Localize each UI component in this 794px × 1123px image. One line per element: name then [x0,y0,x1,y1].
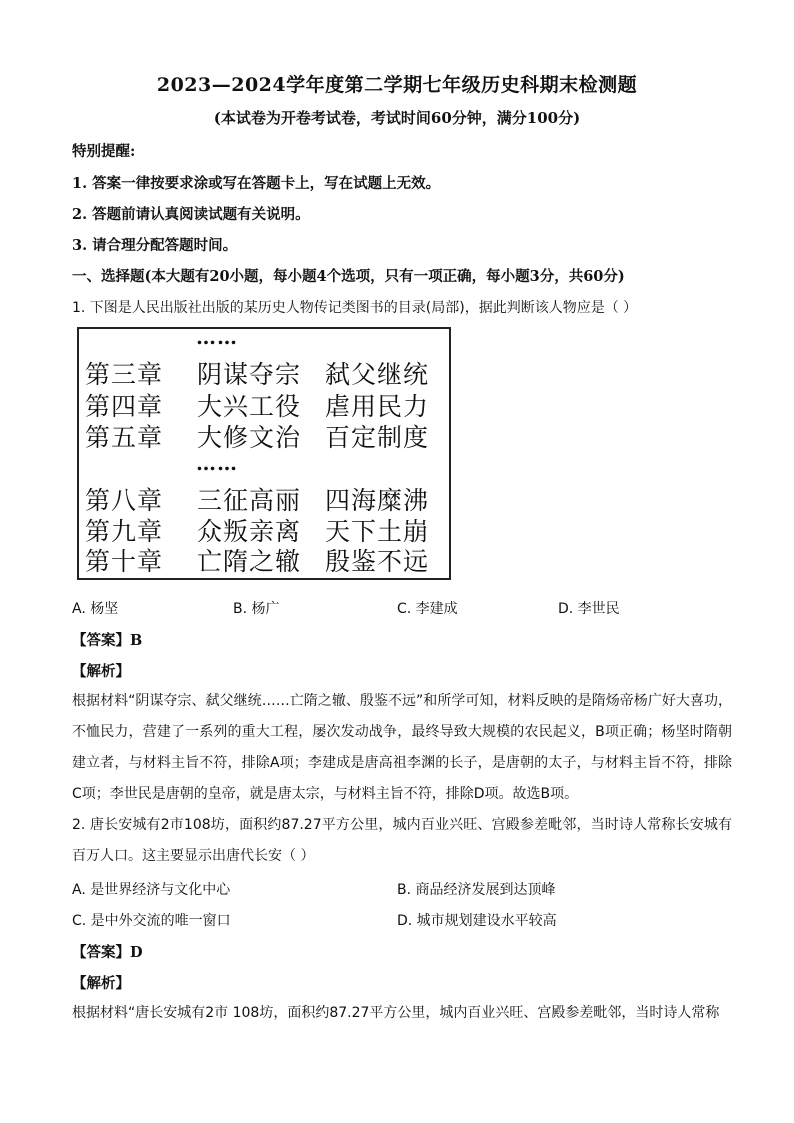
chapter-title-part: 众叛亲离 [197,517,302,546]
option-a: A. 杨坚 [72,601,119,617]
option-c: C. 李建成 [397,601,458,617]
notice-heading: 特别提醒: [72,143,136,160]
chapter-title-part: 四海糜沸 [325,486,430,515]
chapter-title-part: 天下土崩 [325,517,430,546]
chapter-title-part: 大兴工役 [197,392,302,421]
ellipsis-mark: …… [196,451,238,475]
chapter-title-part: 百定制度 [325,423,430,452]
notice-item: 1. 答案一律按要求涂或写在答题卡上，写在试题上无效。 [72,175,441,192]
chapter-title-part: 三征高丽 [197,486,302,515]
chapter-number: 第九章 [85,517,164,546]
chapter-title-part: 弑父继统 [325,360,430,389]
chapter-row [85,355,429,391]
notice-item: 3. 请合理分配答题时间。 [72,237,238,254]
chapter-title-part: 虐用民力 [325,392,430,421]
notice-item: 2. 答题前请认真阅读试题有关说明。 [72,206,310,223]
ellipsis-mark: …… [196,325,238,349]
page-subtitle: (本试卷为开卷考试卷，考试时间60分钟，满分100分) [213,109,581,127]
option-d: D. 城市规划建设水平较高 [397,913,557,929]
chapter-title-part: 阴谋夺宗 [197,360,302,389]
option-b: B. 杨广 [233,601,280,617]
chapter-number: 第四章 [85,392,164,421]
analysis-text: 根据材料“唐长安城有2市 108坊，面积约87.27平方公里，城内百业兴旺、宫殿参差毗邻，当时诗人常称 [72,1005,720,1021]
option-b: B. 商品经济发展到达顶峰 [397,882,556,898]
chapter-row [85,418,429,454]
chapter-row [85,542,429,578]
book-contents-figure [77,327,451,580]
chapter-title-part: 亡隋之辙 [197,547,302,576]
chapter-number: 第三章 [85,360,164,389]
answer-label: 【答案】B [72,632,143,649]
analysis-text: 根据材料“阴谋夺宗、弑父继统……亡隋之辙、殷鉴不远”和所学可知，材料反映的是隋炀帝杨广好大喜功，不恤民力，营建了一系列的重大工程，屡次发动战争，最终导致大规模的农民起义，B项正确；杨坚时隋朝建立者，与材料主旨不符，排除A项；李建成是唐高祖李渊的长子，是唐朝的太子，与材料主旨不符，排除C项；李世民是唐朝的皇帝，就是唐太宗，与材料主旨不符，排除D项。故选B项。 [72,693,732,802]
option-a: A. 是世界经济与文化中心 [72,882,231,898]
option-d: D. 李世民 [558,601,620,617]
chapter-number: 第八章 [85,486,164,515]
chapter-number: 第五章 [85,423,164,452]
answer-label: 【答案】D [72,944,143,961]
page-title: 2023—2024学年度第二学期七年级历史科期末检测题 [156,74,638,96]
chapter-title-part: 大修文治 [197,423,302,452]
question-stem: 2. 唐长安城有2市108坊，面积约87.27平方公里，城内百业兴旺、宫殿参差毗邻，当时诗人常称长安城有百万人口。这主要显示出唐代长安（ ） [72,817,732,864]
analysis-label: 【解析】 [72,663,130,680]
chapter-title-part: 殷鉴不远 [325,547,430,576]
analysis-label: 【解析】 [72,975,130,992]
section-heading: 一、选择题(本大题有20小题，每小题4个选项，只有一项正确，每小题3分，共60分) [72,268,625,285]
chapter-number: 第十章 [85,547,164,576]
question-stem: 1. 下图是人民出版社出版的某历史人物传记类图书的目录(局部)，据此判断该人物应是（ ） [72,300,638,316]
option-c: C. 是中外交流的唯一窗口 [72,913,231,929]
